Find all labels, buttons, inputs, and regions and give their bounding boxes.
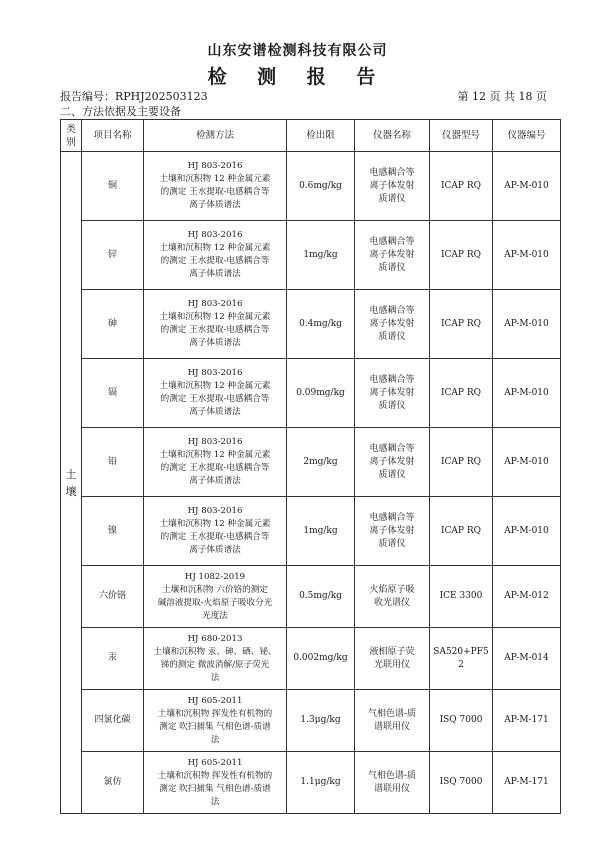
instrument-model-cell: ICE 3300 <box>430 566 493 628</box>
instrument-line: 离子体发射 <box>369 525 415 536</box>
page-number: 第 12 页 共 18 页 <box>457 90 547 103</box>
instrument-name-cell <box>355 690 430 752</box>
report-number: 报告编号：RPHJ202503123 <box>60 90 208 103</box>
method-line: 锑的测定 微波消解/原子荧光 <box>160 659 270 670</box>
method-code: HJ 803-2016 <box>187 299 243 309</box>
instrument-name-cell <box>355 152 430 221</box>
instrument-line: 电感耦合等 <box>369 443 415 454</box>
method-line: 的测定 王水提取-电感耦合等 <box>160 325 270 335</box>
method-code: HJ 803-2016 <box>187 161 243 171</box>
method-line: 土壤和沉积物 挥发性有机物的 <box>157 708 273 719</box>
method-line: 的测定 王水提取-电感耦合等 <box>160 256 270 266</box>
instrument-line: 电感耦合等 <box>369 167 415 178</box>
instrument-line: 离子体发射 <box>369 318 415 329</box>
instrument-line: 气相色谱-质 <box>367 708 417 719</box>
header-category: 类别 <box>61 120 82 152</box>
detection-limit-cell: 2mg/kg <box>287 428 355 497</box>
method-line: 法 <box>210 672 220 683</box>
table-row <box>61 690 561 752</box>
header-limit: 检出限 <box>287 120 355 152</box>
table-row <box>61 221 561 290</box>
header-instrument: 仪器名称 <box>355 120 430 152</box>
method-cell <box>144 690 287 752</box>
method-code: HJ 803-2016 <box>187 506 243 516</box>
item-name-cell: 铜 <box>82 152 144 221</box>
table-row <box>61 428 561 497</box>
method-cell <box>144 752 287 814</box>
method-line: 离子体质谱法 <box>189 338 241 348</box>
method-line: 土壤和沉积物 12 种金属元素 <box>159 450 271 460</box>
table-row <box>61 628 561 690</box>
item-name-cell: 镉 <box>82 359 144 428</box>
item-name-cell: 铅 <box>82 428 144 497</box>
method-line: 土壤和沉积物 12 种金属元素 <box>159 243 271 253</box>
table-row <box>61 497 561 566</box>
company-name: 山东安谱检测科技有限公司 <box>207 43 388 59</box>
instrument-line: 质谱仪 <box>378 193 406 204</box>
item-name-cell: 锌 <box>82 221 144 290</box>
instrument-name-cell <box>355 221 430 290</box>
header-model: 仪器型号 <box>430 120 493 152</box>
detection-limit-cell: 1mg/kg <box>287 497 355 566</box>
method-cell <box>144 359 287 428</box>
instrument-model-cell: ICAP RQ <box>430 497 493 566</box>
instrument-model-cell: ICAP RQ <box>430 221 493 290</box>
instrument-model-cell: ICAP RQ <box>430 152 493 221</box>
instrument-line: 离子体发射 <box>369 249 415 260</box>
method-cell <box>144 628 287 690</box>
method-code: HJ 1082-2019 <box>184 571 246 582</box>
category-cell: 土壤 <box>61 152 82 814</box>
instrument-name-cell <box>355 566 430 628</box>
instrument-model-cell: ICAP RQ <box>430 290 493 359</box>
instrument-number-cell: AP-M-171 <box>493 752 561 814</box>
instrument-number-cell: AP-M-010 <box>493 359 561 428</box>
report-title: 检 测 报 告 <box>207 66 388 88</box>
method-line: 离子体质谱法 <box>189 476 241 486</box>
method-line: 土壤和沉积物 12 种金属元素 <box>159 312 271 322</box>
instrument-line: 谱联用仪 <box>373 721 410 732</box>
method-line: 的测定 王水提取-电感耦合等 <box>160 463 270 473</box>
method-line: 土壤和沉积物 挥发性有机物的 <box>157 770 273 781</box>
table-row <box>61 152 561 221</box>
instrument-line: 气相色谱-质 <box>367 770 417 781</box>
item-name-cell: 汞 <box>82 628 144 690</box>
detection-limit-cell: 1.3μg/kg <box>287 690 355 752</box>
method-line: 离子体质谱法 <box>189 545 241 555</box>
method-line: 测定 吹扫捕集 气相色谱-质谱 <box>159 721 271 732</box>
method-code: HJ 605-2011 <box>187 757 243 768</box>
instrument-number-cell: AP-M-010 <box>493 152 561 221</box>
method-line: 离子体质谱法 <box>189 407 241 417</box>
instrument-line: 离子体发射 <box>369 456 415 467</box>
instrument-line: 质谱仪 <box>378 331 406 342</box>
method-cell <box>144 566 287 628</box>
instrument-line: 电感耦合等 <box>369 236 415 247</box>
instrument-line: 质谱仪 <box>378 262 406 273</box>
method-code: HJ 605-2011 <box>187 695 243 706</box>
item-name-cell: 氯仿 <box>82 752 144 814</box>
instrument-line: 离子体发射 <box>369 180 415 191</box>
table-row <box>61 290 561 359</box>
method-cell <box>144 428 287 497</box>
instrument-line: 质谱仪 <box>378 400 406 411</box>
instrument-number-cell: AP-M-010 <box>493 428 561 497</box>
instrument-model-cell: ICAP RQ <box>430 428 493 497</box>
detection-limit-cell: 0.4mg/kg <box>287 290 355 359</box>
instrument-model-cell: ICAP RQ <box>430 359 493 428</box>
instrument-number-cell: AP-M-014 <box>493 628 561 690</box>
method-code: HJ 803-2016 <box>187 368 243 378</box>
instrument-line: 谱联用仪 <box>373 783 410 794</box>
method-code: HJ 680-2013 <box>187 633 243 644</box>
instrument-number-cell: AP-M-010 <box>493 497 561 566</box>
method-code: HJ 803-2016 <box>187 230 243 240</box>
detection-limit-cell: 0.002mg/kg <box>287 628 355 690</box>
item-name-cell: 四氯化碳 <box>82 690 144 752</box>
instrument-line: 质谱仪 <box>378 538 406 549</box>
table-header-row <box>61 120 561 152</box>
header-item: 项目名称 <box>82 120 144 152</box>
table-row <box>61 566 561 628</box>
instrument-number-cell: AP-M-010 <box>493 221 561 290</box>
header-number: 仪器编号 <box>493 120 561 152</box>
item-name-cell: 镍 <box>82 497 144 566</box>
method-code: HJ 803-2016 <box>187 437 243 447</box>
method-line: 法 <box>210 796 220 807</box>
instrument-line: 电感耦合等 <box>369 374 415 385</box>
instrument-model-cell: ISQ 7000 <box>430 752 493 814</box>
method-line: 土壤和沉积物 汞、砷、硒、铋、 <box>153 646 277 657</box>
method-line: 法 <box>210 734 220 745</box>
instrument-number-cell: AP-M-012 <box>493 566 561 628</box>
instrument-name-cell <box>355 628 430 690</box>
method-line: 的测定 王水提取-电感耦合等 <box>160 532 270 542</box>
instrument-model-cell: ISQ 7000 <box>430 690 493 752</box>
instrument-number-cell: AP-M-010 <box>493 290 561 359</box>
table-body <box>61 152 561 814</box>
method-cell <box>144 497 287 566</box>
item-name-cell: 六价铬 <box>82 566 144 628</box>
method-line: 的测定 王水提取-电感耦合等 <box>160 394 270 404</box>
method-line: 土壤和沉积物 12 种金属元素 <box>159 381 271 391</box>
instrument-name-cell <box>355 359 430 428</box>
instrument-line: 电感耦合等 <box>369 512 415 523</box>
item-name-cell: 砷 <box>82 290 144 359</box>
detection-limit-cell: 0.6mg/kg <box>287 152 355 221</box>
instrument-line: 离子体发射 <box>369 387 415 398</box>
method-line: 碱溶液提取-火焰原子吸收分光 <box>157 597 273 608</box>
header-method: 检测方法 <box>144 120 287 152</box>
method-line: 土壤和沉积物 六价铬的测定 <box>162 584 268 595</box>
method-line: 光度法 <box>202 610 228 621</box>
instrument-name-cell <box>355 497 430 566</box>
detection-limit-cell: 1.1μg/kg <box>287 752 355 814</box>
method-line: 土壤和沉积物 12 种金属元素 <box>159 174 271 184</box>
instrument-line: 火焰原子吸 <box>369 584 415 595</box>
method-line: 离子体质谱法 <box>189 200 241 210</box>
instrument-line: 质谱仪 <box>378 469 406 480</box>
detection-limit-cell: 0.5mg/kg <box>287 566 355 628</box>
method-cell <box>144 221 287 290</box>
section-heading: 二、方法依据及主要设备 <box>60 105 181 118</box>
instrument-line: 收光谱仪 <box>373 597 410 608</box>
method-line: 测定 吹扫捕集 气相色谱-质谱 <box>159 783 271 794</box>
method-line: 离子体质谱法 <box>189 269 241 279</box>
instrument-name-cell <box>355 290 430 359</box>
instrument-line: 电感耦合等 <box>369 305 415 316</box>
method-cell <box>144 152 287 221</box>
instrument-number-cell: AP-M-171 <box>493 690 561 752</box>
table-row <box>61 752 561 814</box>
instrument-name-cell <box>355 752 430 814</box>
method-line: 土壤和沉积物 12 种金属元素 <box>159 519 271 529</box>
method-cell <box>144 290 287 359</box>
method-line: 的测定 王水提取-电感耦合等 <box>160 187 270 197</box>
detection-limit-cell: 1mg/kg <box>287 221 355 290</box>
instrument-line: 液相原子荧 <box>369 646 415 657</box>
instrument-model-cell: SA520+PF52 <box>430 628 493 690</box>
detection-limit-cell: 0.09mg/kg <box>287 359 355 428</box>
instrument-name-cell <box>355 428 430 497</box>
instrument-line: 光联用仪 <box>373 659 410 670</box>
table-row <box>61 359 561 428</box>
method-equipment-table <box>60 119 561 814</box>
